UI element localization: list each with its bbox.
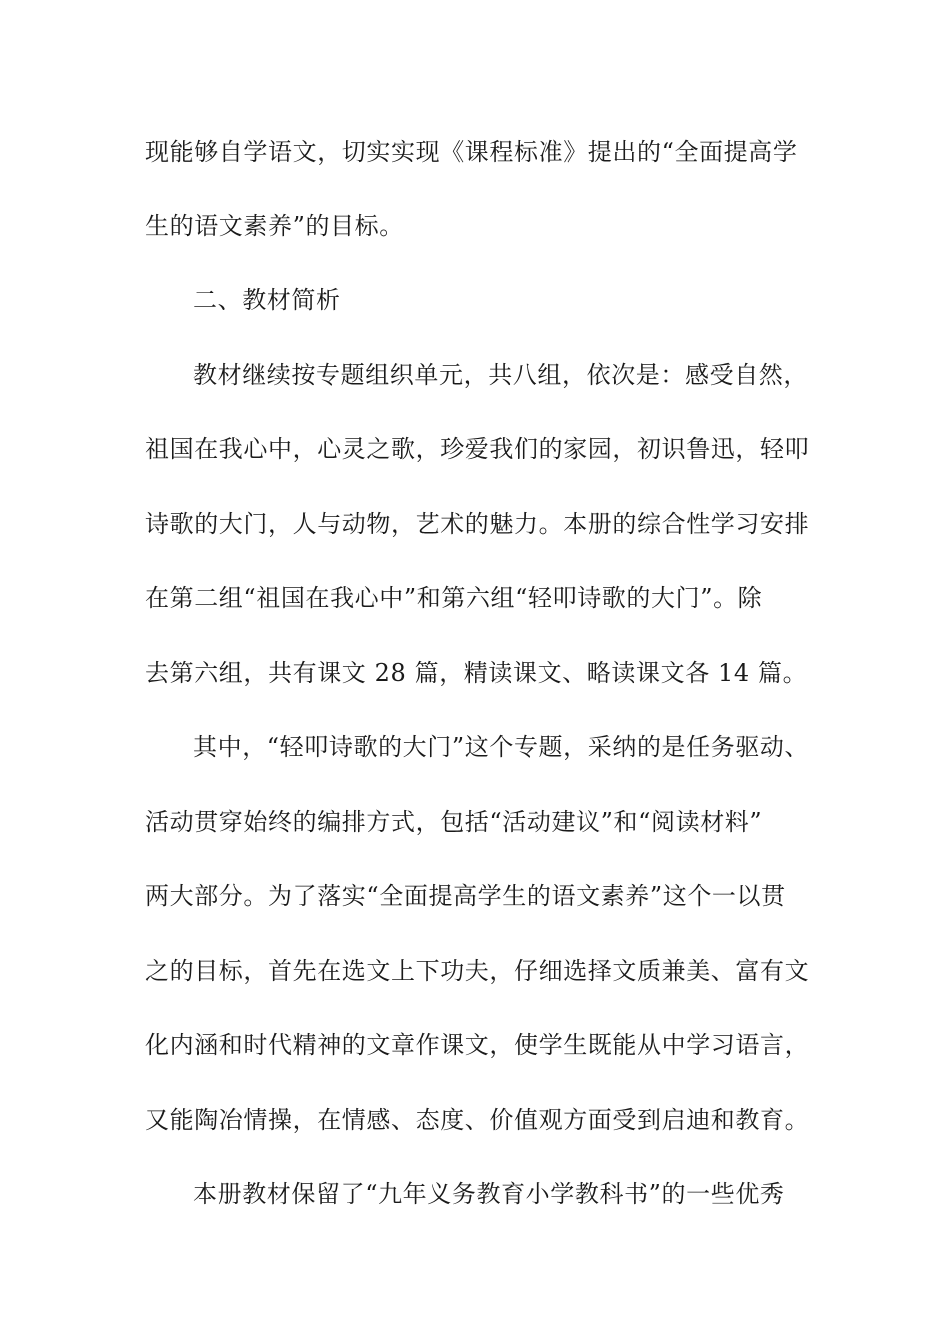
paragraph-line: 去第六组，共有课文 28 篇，精读课文、略读课文各 14 篇。 [145, 659, 808, 687]
section-heading: 二、教材简析 [193, 286, 341, 314]
paragraph-line: 两大部分。为了落实“全面提高学生的语文素养”这个一以贯 [145, 882, 786, 910]
paragraph-line: 化内涵和时代精神的文章作课文，使学生既能从中学习语言， [145, 1031, 810, 1059]
paragraph-line: 祖国在我心中，心灵之歌，珍爱我们的家园，初识鲁迅，轻叩 [145, 435, 810, 463]
paragraph-line: 本册教材保留了“九年义务教育小学教科书”的一些优秀 [193, 1180, 785, 1208]
paragraph-line: 现能够自学语文，切实实现《课程标准》提出的“全面提高学 [145, 138, 798, 166]
paragraph-line: 又能陶冶情操，在情感、态度、价值观方面受到启迪和教育。 [145, 1106, 810, 1134]
paragraph-line: 诗歌的大门，人与动物，艺术的魅力。本册的综合性学习安排 [145, 510, 810, 538]
paragraph-line: 在第二组“祖国在我心中”和第六组“轻叩诗歌的大门”。除 [145, 584, 763, 612]
paragraph-line: 教材继续按专题组织单元，共八组，依次是：感受自然， [193, 361, 808, 389]
paragraph-line: 生的语文素养”的目标。 [145, 212, 404, 240]
paragraph-line: 活动贯穿始终的编排方式，包括“活动建议”和“阅读材料” [145, 808, 763, 836]
paragraph-line: 其中，“轻叩诗歌的大门”这个专题，采纳的是任务驱动、 [193, 733, 810, 761]
paragraph-line: 之的目标，首先在选文上下功夫，仔细选择文质兼美、富有文 [145, 957, 810, 985]
